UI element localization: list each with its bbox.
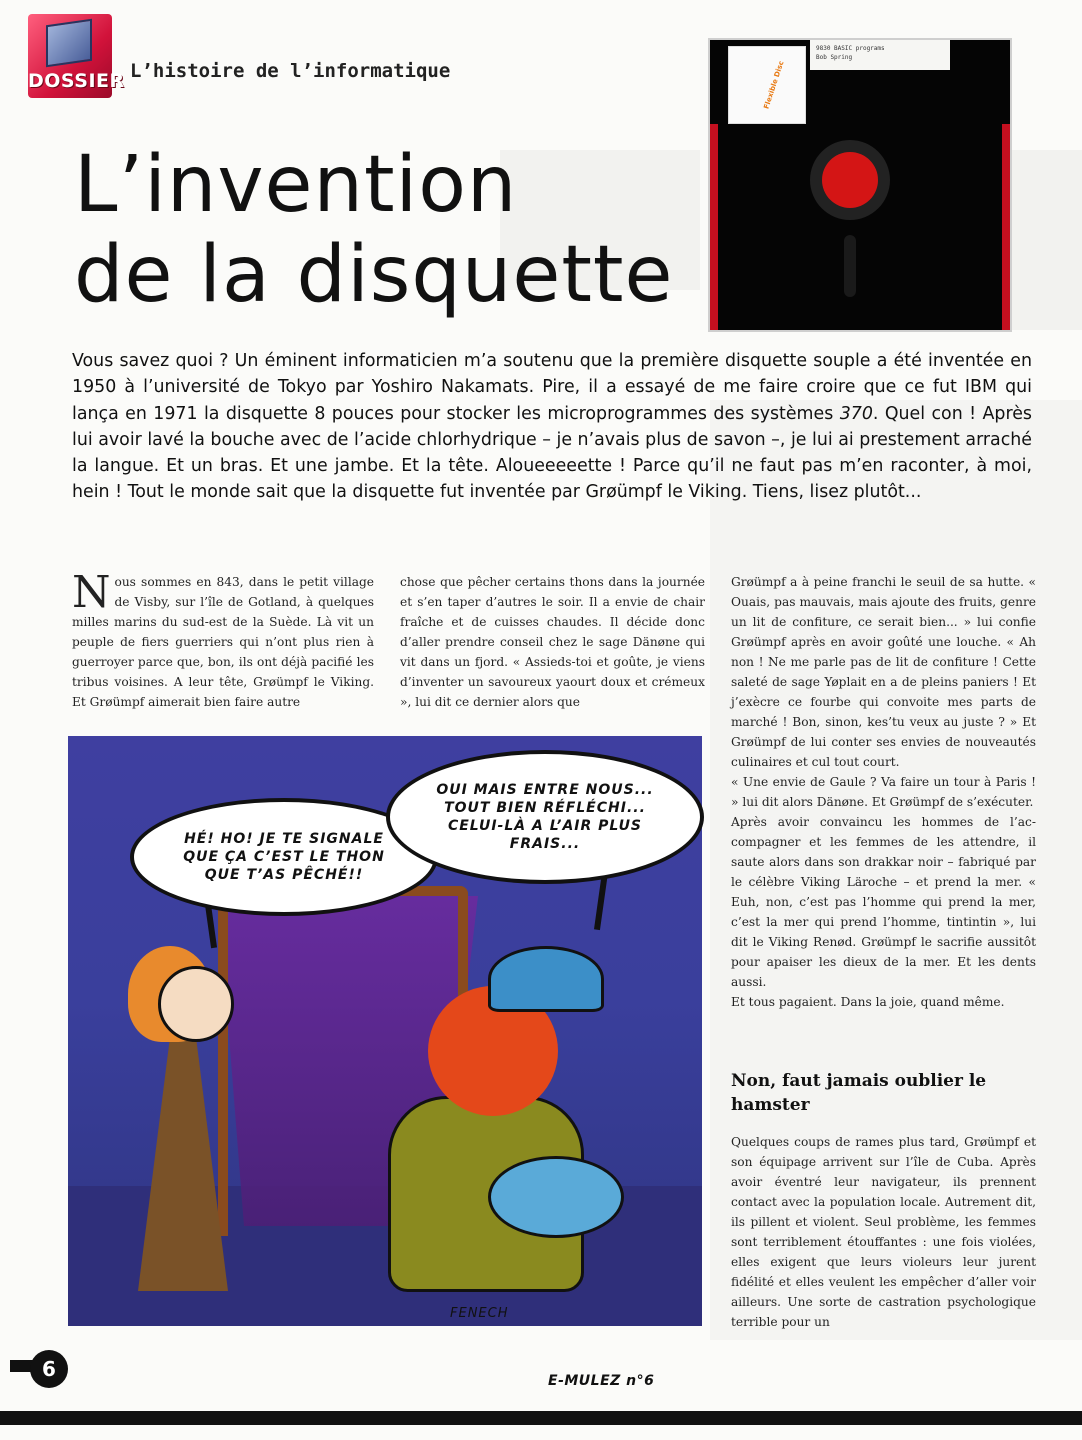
body-column-3-continued: [731, 1132, 1036, 1332]
floppy-sticker-text: Flexible Disc: [762, 60, 786, 110]
intro-paragraph: [72, 348, 1032, 506]
fish-icon: [488, 1156, 624, 1238]
body-column-1: [72, 567, 374, 712]
intro-text-2: . Quel con ! Après lui avoir lavé la bouche avec de l’acide chlorhydrique – je n’avais plus de savon –, je lui ai prestement arraché la langue. Et un bras. Et une jambe. Et la tête. Aloueeeeette ! Parce qu’il ne faut pas m’en raconter, à moi, hein ! Tout le monde sait que la disquette fut inventée par Grøümpf le Viking. Tiens, lisez plutôt...: [72, 403, 1032, 503]
col3-paragraph: Grøümpf a à peine franchi le seuil de sa hutte. « Ouais, pas mauvais, mais ajoute des fruits, genre un lit de confiture, ce serait bien... » lui confie Grøümpf après en avoir goûté une louche. « Ah non ! Ne me parle pas de lit de confiture ! Cette saleté de sage Yøplait en a de pleins paniers ! Et j’exècre ce fourbe qui convoite mes parts de marché ! Bon, sinon, kes’tu veux au juste ? » Et Grøümpf de lui conter ses envies de nouveautés culinaires et cul tout court.: [731, 575, 1036, 769]
col2-text: chose que pêcher certains thons dans la journée et s’en taper d’autres le soir. Il a envie de chair fraîche et de cuisses chaudes. Il décide donc d’aller prendre conseil chez le sage Dänøne qui vit dans un fjord. « Assieds-toi et goûte, je viens d’inventer un savoureux yaourt doux et crémeux », lui dit ce dernier alors que: [400, 575, 705, 709]
cube-icon: [46, 19, 92, 67]
viking-helmet-icon: [488, 946, 604, 1012]
drop-cap: N: [72, 567, 111, 618]
body-column-3: [731, 572, 1036, 1012]
floppy-label-line-2: Bob Spring: [816, 54, 853, 61]
floppy-sticker: [728, 46, 806, 124]
floppy-label: [810, 40, 950, 70]
floppy-disk-photo: [708, 38, 1012, 332]
speech-bubble-left-text: HÉ! HO! JE TE SIGNALE QUE ÇA C’EST LE THON QUE T’AS PÊCHÉ!!: [183, 831, 385, 883]
speech-bubble-tail: [594, 872, 608, 930]
comic-illustration: [68, 736, 702, 1326]
artist-signature: FENECH: [450, 1306, 509, 1321]
body-column-2: [400, 572, 705, 712]
magazine-issue: E-MULEZ n°6: [548, 1373, 655, 1389]
floppy-label-line-1: 9830 BASIC programs: [816, 45, 885, 52]
col3-paragraph: « Une envie de Gaule ? Va faire un tour à Paris ! » lui dit alors Dänøne. Et Grøümpf de s’exécuter.: [731, 775, 1036, 809]
col1-text: ous sommes en 843, dans le petit village de Visby, sur l’île de Gotland, à quelques milles marins du sud-est de la Suède. Là vit un peuple de fiers guerriers qui n’ont plus rien à guerroyer parce que, bon, ils ont déjà pacifié les tribus voisines. A leur tête, Grøümpf le Viking. Et Grøümpf aimerait bien faire autre: [72, 575, 374, 709]
title-line-1: L’invention: [74, 140, 518, 230]
dossier-logo: [28, 14, 125, 98]
col3-paragraph: Après avoir convaincu les hommes de l’accompagner et les femmes de les attendre, il saute alors dans son drakkar noir – fabriqué par le célèbre Viking Läroche – et prend la mer. « Euh, non, c’est pas l’homme qui prend la mer, c’est la mer qui prend l’homme, tintintin », lui dit le Viking Renød. Grøümpf le sacrifie aussitôt pour apaiser les dieux de la mer. Et les dents aussi.: [731, 815, 1036, 989]
article-title: [74, 140, 694, 320]
section-rubric: L’histoire de l’informatique: [130, 60, 451, 82]
subheading: Non, faut jamais oublier le hamster: [731, 1071, 987, 1115]
floppy-hub-icon: [810, 140, 890, 220]
floppy-read-slot: [844, 235, 856, 297]
background-stamp: [1010, 150, 1082, 330]
intro-italic: 370: [839, 403, 873, 424]
bottom-bar: [0, 1411, 1082, 1425]
woman-figure-body: [138, 1041, 228, 1291]
speech-bubble-right: [386, 750, 704, 884]
speech-bubble-tail: [205, 904, 217, 948]
col3-paragraph: Quelques coups de rames plus tard, Grøümpf et son équipage arrivent sur l’île de Cuba. Après avoir éventré leur navigateur, ils prennent contact avec la population locale. Autrement dit, ils pillent et violent. Seul problème, les femmes sont terriblement étouffantes : une fois violées, elles exigent que leurs violeurs leur jurent fidélité et elles veulent les empêcher d’aller voir ailleurs. Une sorte de castration psychologique terrible pour un: [731, 1135, 1036, 1329]
page-number: 6: [30, 1350, 68, 1388]
woman-figure-face: [158, 966, 234, 1042]
speech-bubble-right-text: OUI MAIS ENTRE NOUS... TOUT BIEN RÉFLÉCHI... CELUI-LÀ A L’AIR PLUS FRAIS...: [436, 782, 654, 852]
col3-paragraph: Et tous pagaient. Dans la joie, quand même.: [731, 995, 1005, 1009]
intro-text-1: Vous savez quoi ? Un éminent informaticien m’a soutenu que la première disquette souple a été inventée en 1950 à l’université de Tokyo par Yoshiro Nakamats. Pire, il a essayé de me faire croire que ce fut IBM qui lança en 1971 la disquette 8 pouces pour stocker les microprogrammes des systèmes: [72, 351, 1032, 424]
title-line-2: de la disquette: [74, 230, 674, 320]
dossier-logo-word: DOSSIER: [28, 70, 125, 92]
floppy-red-edge: [1002, 124, 1010, 330]
floppy-red-edge: [710, 124, 718, 330]
